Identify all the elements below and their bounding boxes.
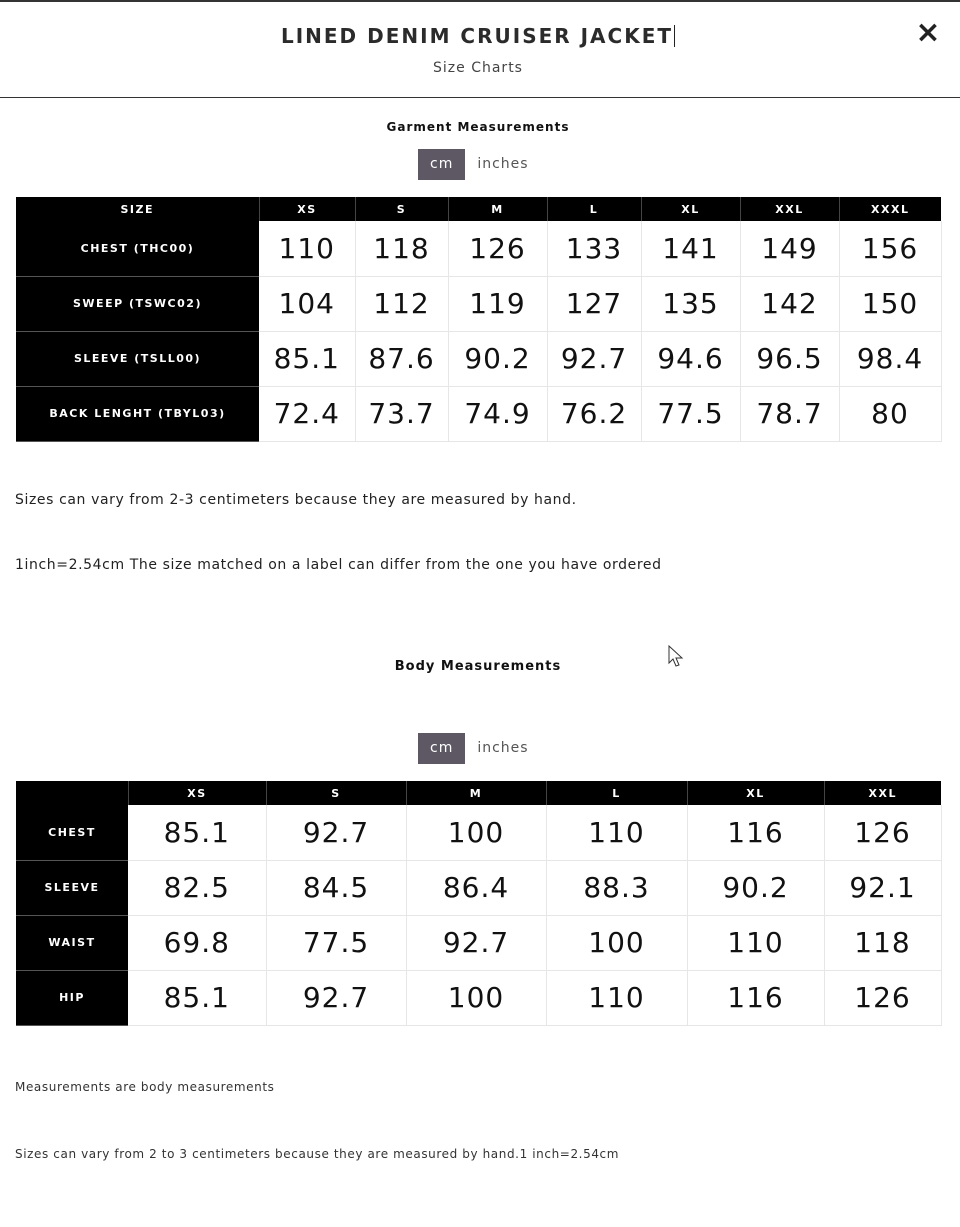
modal-header bbox=[0, 2, 960, 98]
garment-header-label: SIZE bbox=[16, 197, 259, 221]
mouse-pointer-icon bbox=[668, 645, 686, 669]
measurement-cell: 85.1 bbox=[259, 331, 355, 386]
table-row bbox=[16, 860, 941, 915]
measurement-cell: 150 bbox=[839, 276, 941, 331]
measurement-cell: 92.7 bbox=[266, 805, 406, 860]
garment-header-row bbox=[16, 197, 941, 221]
measurement-cell: 112 bbox=[355, 276, 448, 331]
measurement-cell: 98.4 bbox=[839, 331, 941, 386]
body-header-xl: XL bbox=[687, 781, 824, 805]
body-header-xxl: XXL bbox=[824, 781, 941, 805]
garment-header-xxl: XXL bbox=[740, 197, 839, 221]
garment-unit-inches-button[interactable]: inches bbox=[477, 156, 529, 172]
measurement-cell: 82.5 bbox=[128, 860, 266, 915]
garment-header-xl: XL bbox=[641, 197, 740, 221]
measurement-cell: 118 bbox=[824, 915, 941, 970]
measurement-cell: 78.7 bbox=[740, 386, 839, 441]
body-header-l: L bbox=[546, 781, 687, 805]
table-row bbox=[16, 970, 941, 1025]
measurement-cell: 127 bbox=[547, 276, 641, 331]
body-header-label bbox=[16, 781, 128, 805]
garment-header-xs: XS bbox=[259, 197, 355, 221]
measurement-cell: 116 bbox=[687, 805, 824, 860]
table-row bbox=[16, 915, 941, 970]
measurement-cell: 126 bbox=[824, 805, 941, 860]
measurement-cell: 74.9 bbox=[448, 386, 547, 441]
row-label: SLEEVE (TSLL00) bbox=[16, 331, 259, 386]
measurement-cell: 119 bbox=[448, 276, 547, 331]
garment-note-conversion: 1inch=2.54cm The size matched on a label can differ from the one you have ordered bbox=[15, 557, 662, 573]
body-size-table bbox=[16, 781, 942, 1026]
body-note-measurements: Measurements are body measurements bbox=[15, 1080, 275, 1094]
measurement-cell: 77.5 bbox=[266, 915, 406, 970]
measurement-cell: 104 bbox=[259, 276, 355, 331]
measurement-cell: 85.1 bbox=[128, 970, 266, 1025]
measurement-cell: 126 bbox=[824, 970, 941, 1025]
garment-header-l: L bbox=[547, 197, 641, 221]
measurement-cell: 76.2 bbox=[547, 386, 641, 441]
measurement-cell: 149 bbox=[740, 221, 839, 276]
body-unit-cm-button[interactable]: cm bbox=[418, 733, 465, 764]
row-label: CHEST (THC00) bbox=[16, 221, 259, 276]
body-header-m: M bbox=[406, 781, 546, 805]
measurement-cell: 96.5 bbox=[740, 331, 839, 386]
row-label: BACK LENGHT (TBYL03) bbox=[16, 386, 259, 441]
measurement-cell: 110 bbox=[687, 915, 824, 970]
measurement-cell: 90.2 bbox=[687, 860, 824, 915]
modal-subtitle: Size Charts bbox=[433, 60, 523, 76]
measurement-cell: 94.6 bbox=[641, 331, 740, 386]
garment-header-m: M bbox=[448, 197, 547, 221]
measurement-cell: 80 bbox=[839, 386, 941, 441]
garment-size-table bbox=[16, 197, 942, 442]
measurement-cell: 100 bbox=[406, 970, 546, 1025]
garment-note-variance: Sizes can vary from 2-3 centimeters because they are measured by hand. bbox=[15, 492, 577, 508]
measurement-cell: 126 bbox=[448, 221, 547, 276]
measurement-cell: 92.7 bbox=[547, 331, 641, 386]
measurement-cell: 100 bbox=[546, 915, 687, 970]
product-title bbox=[0, 24, 956, 48]
measurement-cell: 142 bbox=[740, 276, 839, 331]
body-measurements-title: Body Measurements bbox=[394, 659, 562, 674]
measurement-cell: 116 bbox=[687, 970, 824, 1025]
row-label: WAIST bbox=[16, 915, 128, 970]
table-row bbox=[16, 221, 941, 276]
measurement-cell: 110 bbox=[259, 221, 355, 276]
body-header-xs: XS bbox=[128, 781, 266, 805]
row-label: SWEEP (TSWC02) bbox=[16, 276, 259, 331]
garment-unit-toggle bbox=[418, 149, 541, 180]
measurement-cell: 86.4 bbox=[406, 860, 546, 915]
measurement-cell: 85.1 bbox=[128, 805, 266, 860]
body-note-variance: Sizes can vary from 2 to 3 centimeters because they are measured by hand.1 inch=2.54cm bbox=[15, 1147, 620, 1161]
table-row bbox=[16, 386, 941, 441]
measurement-cell: 156 bbox=[839, 221, 941, 276]
table-row bbox=[16, 276, 941, 331]
row-label: CHEST bbox=[16, 805, 128, 860]
measurement-cell: 69.8 bbox=[128, 915, 266, 970]
measurement-cell: 92.7 bbox=[406, 915, 546, 970]
measurement-cell: 133 bbox=[547, 221, 641, 276]
garment-header-xxxl: XXXL bbox=[839, 197, 941, 221]
garment-header-s: S bbox=[355, 197, 448, 221]
measurement-cell: 110 bbox=[546, 805, 687, 860]
body-header-s: S bbox=[266, 781, 406, 805]
body-unit-toggle bbox=[418, 733, 541, 764]
measurement-cell: 92.7 bbox=[266, 970, 406, 1025]
measurement-cell: 141 bbox=[641, 221, 740, 276]
measurement-cell: 100 bbox=[406, 805, 546, 860]
body-header-row bbox=[16, 781, 941, 805]
measurement-cell: 87.6 bbox=[355, 331, 448, 386]
table-row bbox=[16, 805, 941, 860]
measurement-cell: 77.5 bbox=[641, 386, 740, 441]
table-row bbox=[16, 331, 941, 386]
measurement-cell: 90.2 bbox=[448, 331, 547, 386]
measurement-cell: 73.7 bbox=[355, 386, 448, 441]
measurement-cell: 135 bbox=[641, 276, 740, 331]
measurement-cell: 72.4 bbox=[259, 386, 355, 441]
garment-measurements-title: Garment Measurements bbox=[386, 120, 570, 134]
measurement-cell: 110 bbox=[546, 970, 687, 1025]
text-caret bbox=[674, 25, 675, 47]
garment-unit-cm-button[interactable]: cm bbox=[418, 149, 465, 180]
measurement-cell: 92.1 bbox=[824, 860, 941, 915]
product-title-text: LINED DENIM CRUISER JACKET bbox=[280, 24, 674, 48]
row-label: HIP bbox=[16, 970, 128, 1025]
body-unit-inches-button[interactable]: inches bbox=[477, 740, 529, 756]
close-icon[interactable]: × bbox=[915, 15, 941, 50]
measurement-cell: 118 bbox=[355, 221, 448, 276]
measurement-cell: 84.5 bbox=[266, 860, 406, 915]
row-label: SLEEVE bbox=[16, 860, 128, 915]
measurement-cell: 88.3 bbox=[546, 860, 687, 915]
